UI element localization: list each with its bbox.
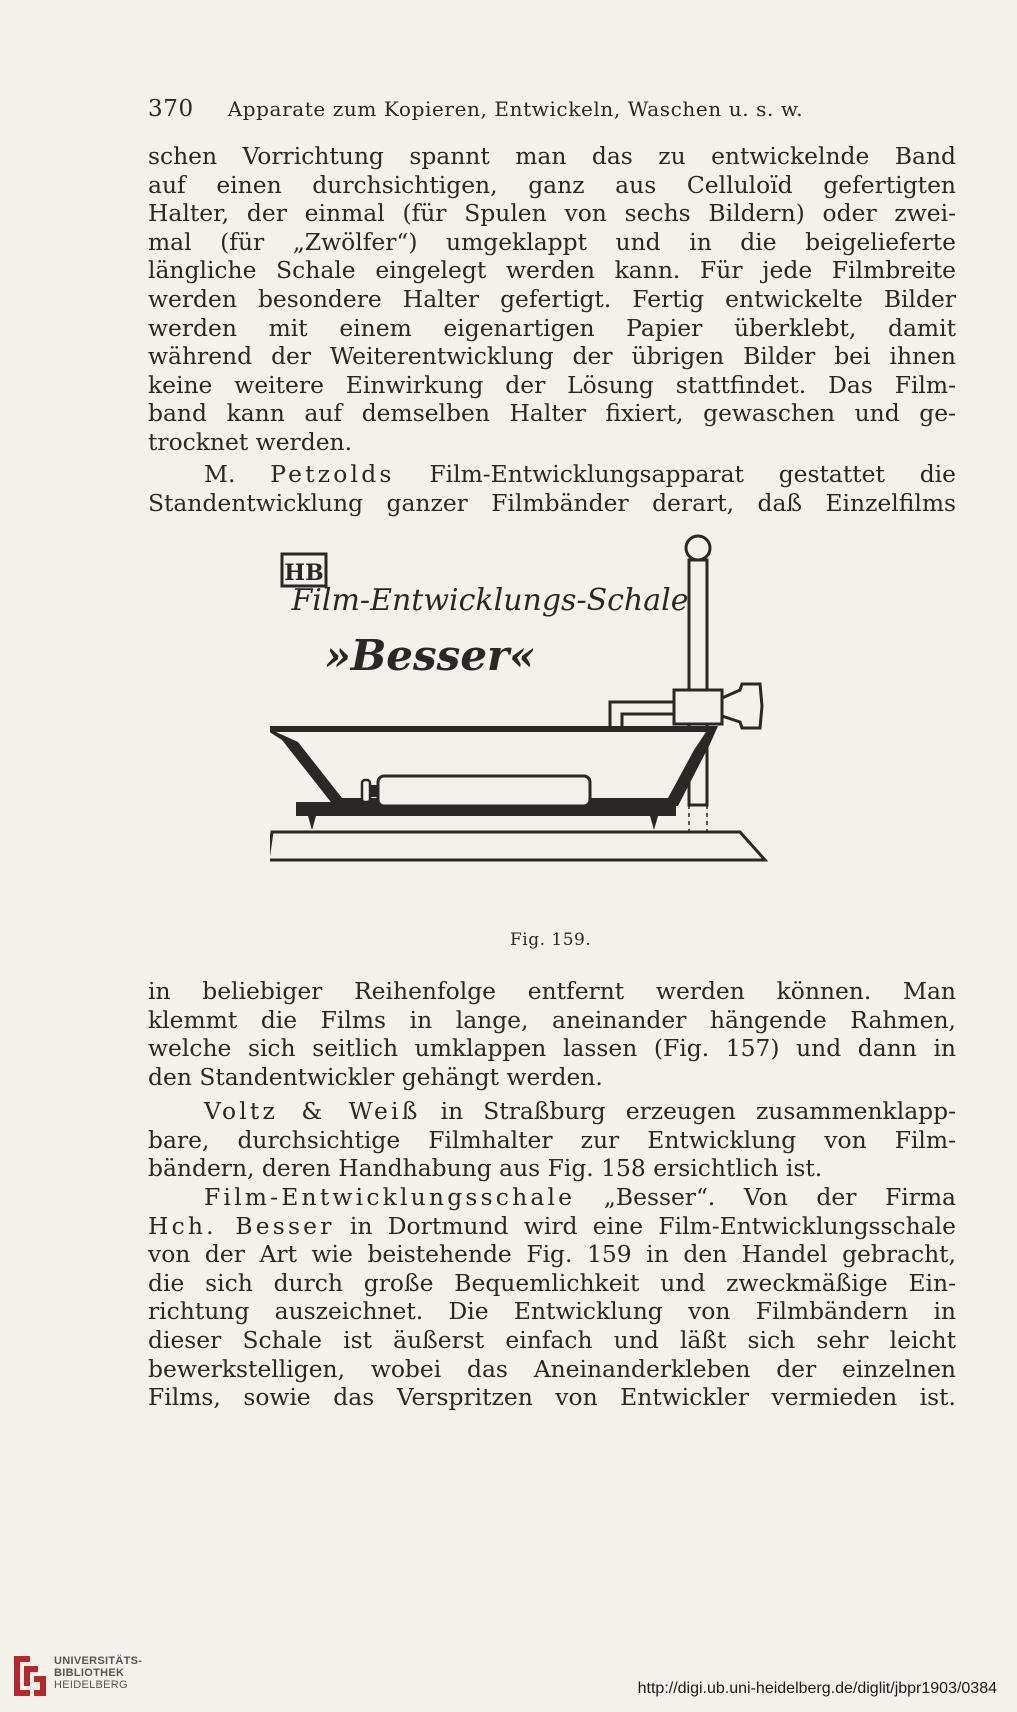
library-line: UNIVERSITÄTS- xyxy=(54,1655,143,1667)
source-url-link[interactable]: http://digi.ub.uni-heidelberg.de/diglit/jbpr1903/0384 xyxy=(637,1680,997,1697)
tray-foot xyxy=(308,816,316,830)
company-name: Hch. Besser xyxy=(148,1211,335,1240)
name-prefix: M. xyxy=(204,460,271,488)
text-fragment: in Dortmund wird eine Film-Entwicklungsschale xyxy=(334,1211,956,1240)
library-name xyxy=(54,1655,142,1691)
film-roller xyxy=(378,776,590,806)
text-line xyxy=(148,1183,956,1212)
section-term: Film-Entwicklungsschale xyxy=(204,1183,576,1211)
figure-title: Film-Entwicklungs-Schale xyxy=(291,583,689,618)
rod-knob xyxy=(686,536,710,560)
company-name: Voltz & Weiß xyxy=(204,1097,421,1125)
text-line xyxy=(148,1212,956,1241)
library-line: HEIDELBERG xyxy=(54,1679,128,1691)
text-line: Films, sowie das Verspritzen von Entwickler vermieden ist. xyxy=(148,1383,956,1412)
text-line: bewerkstelligen, wobei das Aneinanderkleben der einzelnen xyxy=(148,1354,956,1383)
base-plate xyxy=(270,832,765,860)
text-line: band kann auf demselben Halter fixiert, gewaschen und ge- xyxy=(148,399,956,428)
text-fragment: in Straßburg erzeugen zusammenklapp- xyxy=(420,1097,957,1125)
text-line: auf einen durchsichtigen, ganz aus Celluloïd gefertigten xyxy=(148,170,956,199)
text-line: dieser Schale ist äußerst einfach und läßt sich sehr leicht xyxy=(148,1325,956,1354)
text-line: während der Weiterentwicklung der übrigen Bilder bei ihnen xyxy=(148,342,956,371)
text-fragment: Film-Entwicklungsapparat gestattet die xyxy=(394,460,956,488)
text-fragment: „Besser“. Von der Firma xyxy=(575,1183,956,1211)
figure-caption: Fig. 159. xyxy=(510,930,592,950)
person-name: Petzolds xyxy=(270,460,395,488)
paragraph-2 xyxy=(148,460,956,517)
running-header xyxy=(148,96,958,122)
text-line: in beliebiger Reihenfolge entfernt werden können. Man xyxy=(148,977,956,1005)
page-number: 370 xyxy=(148,96,194,122)
text-line: längliche Schale eingelegt werden kann. Für jede Filmbreite xyxy=(148,256,956,285)
roller-end xyxy=(362,780,370,802)
text-line: klemmt die Films in lange, aneinander hängende Rahmen, xyxy=(148,1005,956,1034)
text-line xyxy=(148,1097,956,1126)
text-line: werden mit einem eigenartigen Papier überklebt, damit xyxy=(148,313,956,342)
figure-developing-tray xyxy=(270,530,850,930)
text-line: Halter, der einmal (für Spulen von sechs Bildern) oder zwei- xyxy=(148,199,956,228)
text-line: mal (für „Zwölfer“) umgeklappt und in die beigelieferte xyxy=(148,227,956,256)
text-line: bare, durchsichtige Filmhalter zur Entwicklung von Film- xyxy=(148,1125,956,1154)
logo-text: HB xyxy=(284,560,324,586)
text-line: trocknet werden. xyxy=(148,427,353,456)
text-line: bändern, deren Handhabung aus Fig. 158 ersichtlich ist. xyxy=(148,1154,823,1183)
text-line: den Standentwickler gehängt werden. xyxy=(148,1062,603,1091)
text-line: schen Vorrichtung spannt man das zu entwickelnde Band xyxy=(148,142,956,170)
text-line: keine weitere Einwirkung der Lösung stattfindet. Das Film- xyxy=(148,370,956,399)
clamp-block xyxy=(674,690,722,724)
paragraph-4 xyxy=(148,1097,956,1183)
paragraph-1 xyxy=(148,142,956,457)
text-line: Standentwicklung ganzer Filmbänder derart, daß Einzelfilms xyxy=(148,488,956,517)
text-line: die sich durch große Bequemlichkeit und zweckmäßige Ein- xyxy=(148,1268,956,1297)
paragraph-3 xyxy=(148,977,956,1091)
tray-foot xyxy=(650,816,658,830)
paragraph-5 xyxy=(148,1183,956,1412)
text-line: von der Art wie beistehende Fig. 159 in den Handel gebracht, xyxy=(148,1240,956,1269)
text-line: werden besondere Halter gefertigt. Fertig entwickelte Bilder xyxy=(148,284,956,313)
thumb-screw xyxy=(722,684,762,728)
library-logo-icon xyxy=(8,1652,52,1700)
library-line: BIBLIOTHEK xyxy=(54,1667,125,1679)
running-title: Apparate zum Kopieren, Entwickeln, Waschen u. s. w. xyxy=(227,97,804,121)
text-line xyxy=(148,460,956,489)
text-line: richtung auszeichnet. Die Entwicklung von Filmbändern in xyxy=(148,1297,956,1326)
figure-brand: »Besser« xyxy=(324,631,536,680)
text-line: welche sich seitlich umklappen lassen (Fig. 157) und dann in xyxy=(148,1034,956,1063)
tray-illustration xyxy=(270,530,850,930)
